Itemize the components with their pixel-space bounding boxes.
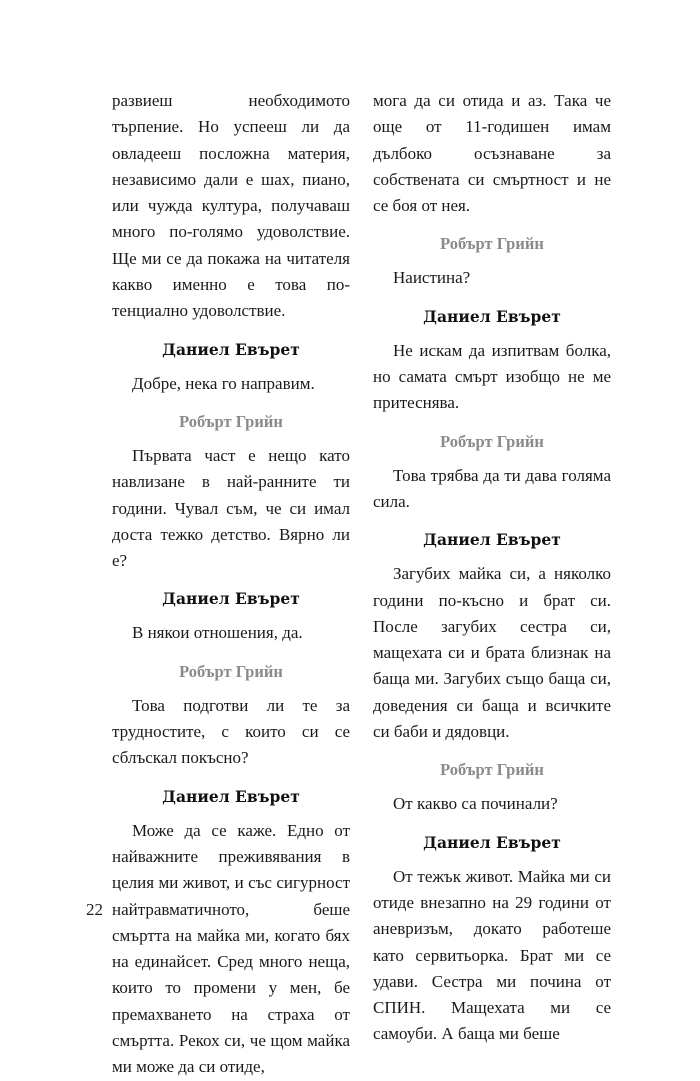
speaker-heading-daniel: Даниел Евърет <box>423 530 561 550</box>
speaker-heading-robert: Робърт Грийн <box>179 661 283 681</box>
paragraph: От какво са починали? <box>393 794 558 814</box>
paragraph: Не искам да изпитвам болка, но самата смърт изобщо не ме притеснява. <box>373 340 611 413</box>
speaker-heading-daniel: Даниел Евърет <box>162 339 300 359</box>
paragraph: Загубих майка си, а няколко години по-късно и брат си. После загубих сестра си, мащехата си и брата близнак на баща ми. Загубих също баща си, доведения си баща и всичките си баби и дядовци. <box>373 564 611 742</box>
paragraph: Това подготви ли те за трудностите, с които си се сблъскал покъсно? <box>112 695 350 768</box>
paragraph: Наистина? <box>393 268 471 288</box>
speaker-heading-daniel: Даниел Евърет <box>162 589 300 609</box>
page-number: 22 <box>86 900 103 919</box>
speaker-heading-robert: Робърт Грийн <box>440 431 544 451</box>
speaker-heading-robert: Робърт Грийн <box>440 760 544 780</box>
paragraph: Добре, нека го направим. <box>132 373 315 393</box>
paragraph: Това трябва да ти дава голяма сила. <box>373 465 611 511</box>
right-column <box>373 88 611 1048</box>
paragraph: мога да си отида и аз. Така че още от 11-годишен имам дълбоко осъзнаване за собствената си смъртност и не се боя от нея. <box>373 91 611 216</box>
paragraph: Може да се каже. Едно от найважните преживявания в целия ми живот, и със сигурност найтравматичното, беше смъртта на майка ми, когато бях на единайсет. Сред много неща, които то промени у мен, бе премахването на страха от смъртта. Рекох си, че щом майка ми може да си отиде, <box>112 820 350 1077</box>
paragraph: В някои отношения, да. <box>132 623 303 643</box>
speaker-heading-daniel: Даниел Евърет <box>162 786 300 806</box>
left-column <box>112 88 350 1081</box>
speaker-heading-robert: Робърт Грийн <box>440 234 544 254</box>
speaker-heading-robert: Робърт Грийн <box>179 411 283 431</box>
paragraph: От тежък живот. Майка ми си отиде внезапно на 29 години от аневризъм, докато работеше като сервитьорка. Брат ми се удави. Сестра ми почина от СПИН. Мащехата ми се самоуби. А баща ми беше <box>373 866 611 1044</box>
paragraph: Първата част е нещо като навлизане в най-ранните ти години. Чувал съм, че си имал доста тежко детство. Вярно ли е? <box>112 445 350 571</box>
paragraph: развиеш необходимото търпение. Но успееш ли да овладееш посложна материя, независимо дали е шах, пиано, или чужда култура, получаваш много по-голямо удоволствие. Ще ми се да покажа на читателя какво именно е това потенциално удоволствие. <box>112 91 350 321</box>
speaker-heading-daniel: Даниел Евърет <box>423 832 561 852</box>
speaker-heading-daniel: Даниел Евърет <box>423 306 561 326</box>
